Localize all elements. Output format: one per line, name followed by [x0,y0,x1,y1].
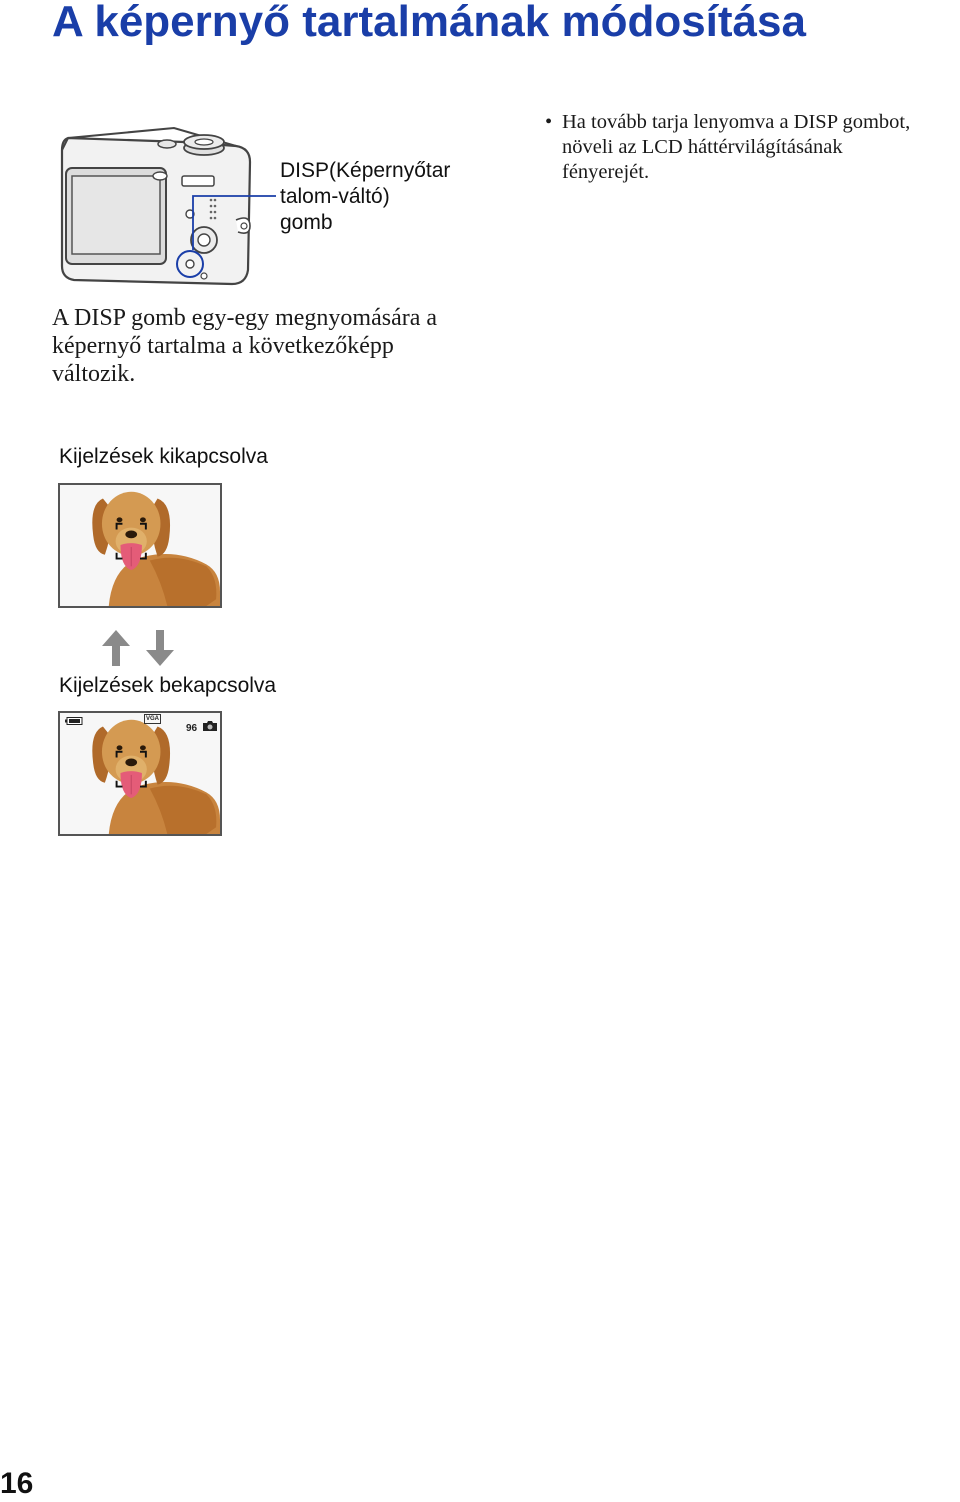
note-line: Ha tovább tarja lenyomva a DISP gombot, [562,111,911,133]
note-line: fényerejét. [562,161,650,183]
remaining-shots-count: 96 [186,723,198,734]
up-arrow-icon [102,630,130,666]
down-arrow-icon [146,630,174,666]
callout-line: gomb [280,211,333,234]
page-number: 16 [0,1467,34,1500]
callout-line: DISP(Képernyőtar [280,159,451,182]
mode-label-indicators-off: Kijelzések kikapcsolva [59,445,268,468]
callout-line: talom-váltó) [280,185,390,208]
bullet: • [545,111,553,133]
note-line: növeli az LCD háttérvilágításának [562,136,843,158]
image-size-indicator: VGA [146,716,160,722]
toggle-arrows [100,628,176,668]
intro-paragraph [52,304,512,388]
camera-icon [202,720,218,732]
battery-icon [65,717,83,725]
lcd-screen-indicators-off [58,483,222,608]
paragraph-line: változik. [52,361,136,387]
backlight-note [545,110,955,185]
mode-label-indicators-on: Kijelzések bekapcsolva [59,674,277,697]
dog-photo [60,485,220,606]
disp-button-callout [280,158,480,236]
paragraph-line: képernyő tartalma a következőképp [52,333,394,359]
camera-illustration [54,118,254,288]
paragraph-line: A DISP gomb egy-egy megnyomására a [52,305,438,331]
lcd-screen-indicators-on [58,711,222,836]
page-title: A képernyő tartalmának módosítása [52,0,806,46]
